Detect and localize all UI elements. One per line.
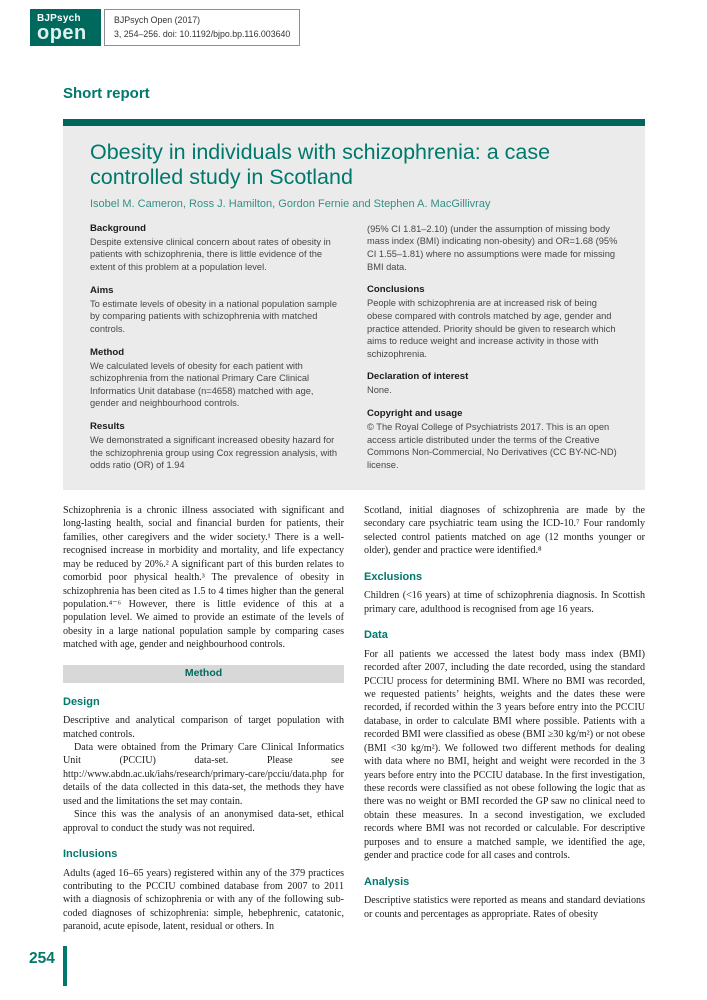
article-title: Obesity in individuals with schizophrenia: a case controlled study in Scotland <box>90 140 551 190</box>
article-type-label: Short report <box>63 85 150 102</box>
abstract-copyright-heading: Copyright and usage <box>367 408 463 420</box>
page-header <box>30 9 300 46</box>
abstract-columns <box>90 223 618 472</box>
journal-logo <box>30 9 101 46</box>
abstract-aims-text: To estimate levels of obesity in a national population sample by comparing patients with schizophrenia with matched controls. <box>90 298 338 334</box>
abstract-method-text: We calculated levels of obesity for each patient with schizophrenia from the national Primary Care Clinical Informatics Unit database (n=4658) matched with age, gender and neighbourhood controls. <box>90 360 314 409</box>
body-column-left <box>63 504 344 934</box>
abstract-conclusions-text: People with schizophrenia are at increased risk of being obese compared with controls matched by age, gender and practice attended. Priority should be given to research which aims to reduce weight and increase activity in those with schizophrenia. <box>367 298 616 359</box>
abstract-results-heading: Results <box>90 421 125 433</box>
inclusions-continuation-paragraph: Scotland, initial diagnoses of schizophrenia are made by the secondary care psychiatric team using the ICD-10.⁷ Four randomly selected control patients matched on age (12 months younger or older), gender and practice were identified.⁸ <box>364 505 645 557</box>
inclusions-heading: Inclusions <box>63 848 118 861</box>
analysis-heading: Analysis <box>364 875 410 888</box>
abstract-panel <box>63 119 645 490</box>
data-heading: Data <box>364 629 388 642</box>
citation-doi: 3, 254–256. doi: 10.1192/bjpo.bp.116.003640 <box>114 29 291 39</box>
design-paragraph-2: Data were obtained from the Primary Care Clinical Informatics Unit (PCCIU) data-set. Please see http://www.abdn.ac.uk/iahs/research/primary-care/pcciu/data.php for details of the data collected in this data-set, the methods they have used and the limitations the set may contain. <box>63 742 344 807</box>
abstract-conclusions-heading: Conclusions <box>367 284 425 296</box>
inclusions-paragraph: Adults (aged 16–65 years) registered within any of the 379 practices contributing to the PCCIU combined database from 2007 to 2011 with a diagnosis of schizophrenia or with any of the following sub-coded diagnoses of schizophrenia: simple, hebephrenic, catatonic, paranoid, acute episode, latent, residual or others. In <box>63 867 344 933</box>
article-authors: Isobel M. Cameron, Ross J. Hamilton, Gordon Fernie and Stephen A. MacGillivray <box>90 197 491 210</box>
abstract-method-heading: Method <box>90 346 125 358</box>
abstract-declaration-text: None. <box>367 385 392 396</box>
citation-journal: BJPsych Open (2017) <box>114 15 201 26</box>
design-paragraph-3: Since this was the analysis of an anonymised data-set, ethical approval to conduct the study was not required. <box>63 809 344 834</box>
data-paragraph: For all patients we accessed the latest body mass index (BMI) recorded after 2007, including the date recorded, using the standard PCCIU process for determining BMI. Where no BMI was recorded, we requested patients’ heights, weights and the dates these were recorded, if recorded within the 3 years before entry into the PCCIU database, in order to calculate BMI where possible. Patients with a recorded BMI were classified as obese (BMI ≥30 kg/m²) or not obese (BMI <30 kg/m²). We followed two different methods for dealing with data where no BMI, height and weight were recorded in the 3 years before entry into the PCCIU database. In the first investigation, these records were classified as not obese following the logic that as there was no weight or BMI recorded the GP saw no clinical need to obtain these measures. In a second investigation, we excluded records where BMI was not recorded or calculable. For descriptive purposes and to ensure a matched sample, we identified the age, gender and practice code for all cases and controls. <box>364 648 645 862</box>
abstract-background-text: Despite extensive clinical concern about rates of obesity in patients with schizophrenia, there is little evidence of the extent of this problem at a population level. <box>90 236 331 272</box>
abstract-column-right <box>367 223 618 472</box>
exclusions-heading: Exclusions <box>364 570 423 583</box>
citation-box <box>104 9 300 46</box>
exclusions-paragraph: Children (<16 years) at time of schizophrenia diagnosis. In Scottish primary care, adulthood is recognised from age 16 years. <box>364 590 645 615</box>
journal-logo-line1: BJPsych <box>37 13 81 24</box>
abstract-copyright-text: © The Royal College of Psychiatrists 2017. This is an open access article distributed under the terms of the Creative Commons Non-Commercial, No Derivatives (CC BY-NC-ND) license. <box>367 422 617 471</box>
body-column-right <box>364 504 645 921</box>
journal-logo-line2: open <box>37 22 87 44</box>
method-section-banner: Method <box>63 665 344 683</box>
analysis-paragraph: Descriptive statistics were reported as means and standard deviations or counts and percentages as appropriate. Rates of obesity <box>364 895 645 920</box>
design-paragraph-1: Descriptive and analytical comparison of target population with matched controls. <box>63 715 344 740</box>
abstract-declaration-heading: Declaration of interest <box>367 371 469 383</box>
abstract-column-left <box>90 223 341 472</box>
abstract-results-continuation: (95% CI 1.81–2.10) (under the assumption of missing body mass index (BMI) indicating non-obesity) and OR=1.68 (95% CI 1.55–1.81) where no assumptions were made for missing BMI data. <box>367 223 618 272</box>
abstract-background-heading: Background <box>90 222 146 234</box>
abstract-aims-heading: Aims <box>90 284 114 296</box>
abstract-results-text: We demonstrated a significant increased obesity hazard for the schizophrenia group using Cox regression analysis, with odds ratio (OR) of 1.94 <box>90 435 338 471</box>
footer-rule <box>63 946 67 986</box>
page-number: 254 <box>29 950 55 967</box>
intro-paragraph: Schizophrenia is a chronic illness associated with significant and long-lasting health, social and financial burden for patients, their families, other caregivers and the wider society.¹ There is a well-recognised increase in morbidity and mortality, and life expectancy may be reduced by 20%.² A significant part of this burden relates to comorbid poor physical health.³ The prevalence of obesity in schizophrenia has been cited as 1.5 to 4 times higher than the general population.⁴⁻⁶ However, there is little evidence of this at a population level. We aimed to provide an estimate of the levels of obesity in a large national population sample by comparing cases matched with age, gender and neighbourhood controls. <box>63 505 344 651</box>
design-heading: Design <box>63 695 100 708</box>
